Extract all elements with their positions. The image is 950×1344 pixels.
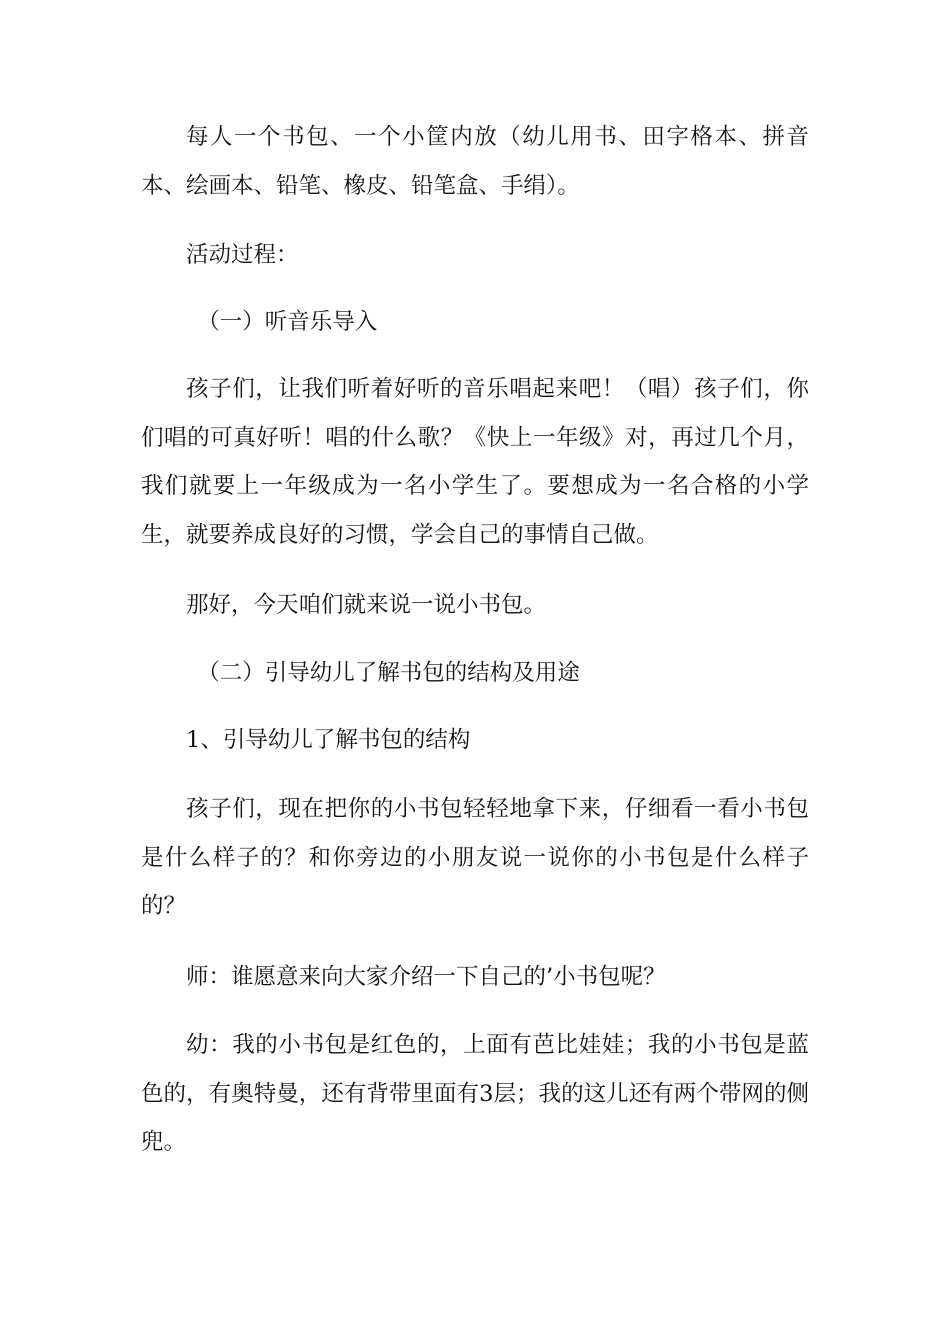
child-answer-paragraph: 幼：我的小书包是红色的，上面有芭比娃娃；我的小书包是蓝色的，有奥特曼，还有背带里面有3层；我的这儿还有两个带网的侧兜。 [141, 1032, 809, 1155]
intro-paragraph: 孩子们，让我们听着好听的音乐唱起来吧！（唱）孩子们，你们唱的可真好听！唱的什么歌？《快上一年级》对，再过几个月，我们就要上一年级成为一名小学生了。要想成为一名合格的小学生，就要养成良好的习惯，学会自己的事情自己做。 [141, 376, 809, 548]
teacher-question-paragraph: 师：谁愿意来向大家介绍一下自己的’小书包呢？ [186, 964, 666, 990]
instruction-paragraph: 孩子们，现在把你的小书包轻轻地拿下来，仔细看一看小书包是什么样子的？和你旁边的小朋友说一说你的小书包是什么样子的？ [141, 796, 809, 919]
transition-paragraph: 那好，今天咱们就来说一说小书包。 [186, 592, 547, 618]
section-heading-2: （二）引导幼儿了解书包的结构及用途 [197, 660, 580, 686]
section-heading-1: （一）听音乐导入 [197, 309, 378, 335]
materials-paragraph: 每人一个书包、一个小筐内放（幼儿用书、田字格本、拼音本、绘画本、铅笔、橡皮、铅笔盒、手绢）。 [141, 124, 809, 199]
activity-process-label: 活动过程： [186, 242, 299, 268]
subsection-heading-1: 1、引导幼儿了解书包的结构 [186, 727, 471, 753]
